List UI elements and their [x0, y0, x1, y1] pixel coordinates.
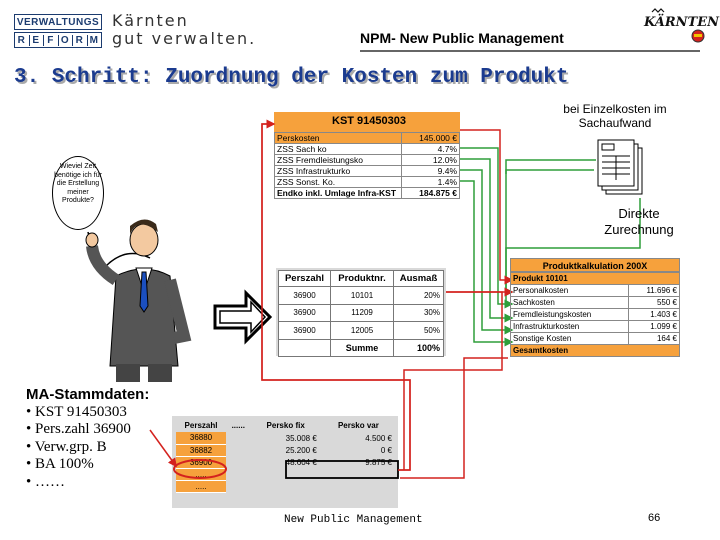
- cell: ZSS Sach ko: [275, 144, 402, 155]
- red-arrow-ma-to-bt: [150, 430, 176, 466]
- cell: 25.200 €: [285, 445, 317, 455]
- pk-total-label: Gesamtkosten: [511, 345, 680, 357]
- cell: 9.4%: [402, 166, 460, 177]
- list-item: • BA 100%: [26, 456, 149, 474]
- cell: 30%: [394, 304, 444, 322]
- column-header: Persko fix: [266, 420, 305, 430]
- step-title: 3. Schritt: Zuordnung der Kosten zum Produkt: [14, 66, 569, 89]
- cell: 36900: [279, 287, 331, 305]
- cell: 4.7%: [402, 144, 460, 155]
- cell: Fremdleistungskosten: [511, 309, 629, 321]
- cell: 35.008 €: [285, 433, 317, 443]
- cell: 1.099 €: [629, 321, 680, 333]
- column-header: Ausmaß: [394, 271, 444, 287]
- cell: 36900: [279, 304, 331, 322]
- cell: 164 €: [629, 333, 680, 345]
- slogan-line-1: Kärnten: [112, 11, 189, 30]
- cell: 10101: [331, 287, 394, 305]
- header-title: NPM- New Public Management: [360, 30, 564, 46]
- cell: 36900: [176, 456, 226, 468]
- logo-letter: M: [89, 34, 99, 46]
- column-header: Persko var: [337, 420, 379, 430]
- footer-text: New Public Management: [284, 514, 423, 526]
- einzelkosten-caption: bei Einzelkosten im Sachaufwand: [563, 102, 667, 130]
- cell: ZSS Infrastrukturko: [275, 166, 402, 177]
- cell: 550 €: [629, 297, 680, 309]
- cell: Perskosten: [275, 133, 402, 144]
- pk-product: Produkt 10101: [511, 273, 680, 285]
- cell: 11209: [331, 304, 394, 322]
- sum-label: Summe: [331, 339, 394, 357]
- cell: 36882: [176, 444, 226, 456]
- red-line-bt-up: [262, 124, 410, 470]
- cell: 4.500 €: [365, 433, 392, 443]
- column-header: ......: [231, 420, 245, 430]
- list-item: • Pers.zahl 36900: [26, 421, 149, 439]
- cell: 145.000 €: [402, 133, 460, 144]
- logo-top-text: VERWALTUNGS: [14, 14, 102, 30]
- list-item: • Verw.grp. B: [26, 439, 149, 457]
- column-header: Perszahl: [279, 271, 331, 287]
- cell: 11.696 €: [629, 285, 680, 297]
- cell: 36880: [176, 432, 226, 444]
- cell: Sachkosten: [511, 297, 629, 309]
- cell: 50%: [394, 322, 444, 340]
- highlight-rect: [286, 461, 398, 478]
- column-header: Produktnr.: [331, 271, 394, 287]
- logo-letter: R: [15, 35, 30, 46]
- cell: 1.403 €: [629, 309, 680, 321]
- logo-letter: E: [30, 35, 45, 46]
- cell: ZSS Fremdleistungsko: [275, 155, 402, 166]
- pk-title: Produktkalkulation 200X: [510, 258, 680, 272]
- logo-letter: O: [59, 35, 74, 46]
- cell: 9.875 €: [365, 457, 392, 467]
- cell: 12005: [331, 322, 394, 340]
- kst-title: KST 91450303: [332, 115, 406, 127]
- list-item: • KST 91450303: [26, 404, 149, 422]
- page-number: 66: [648, 512, 661, 524]
- cell: 0 €: [380, 445, 392, 455]
- cell: 1.4%: [402, 177, 460, 188]
- highlight-ellipse: [174, 460, 226, 478]
- cell: 48.604 €: [285, 457, 317, 467]
- cell: 36900: [279, 322, 331, 340]
- cell: 184.875 €: [402, 188, 460, 199]
- speech-bubble: Wieviel Zeit benötige ich für die Erstellung meiner Produkte?: [52, 156, 104, 230]
- list-item: • ……: [26, 474, 149, 492]
- cell: Infrastrukturkosten: [511, 321, 629, 333]
- cell: 12.0%: [402, 155, 460, 166]
- cell: .....: [176, 480, 226, 492]
- column-header: Perszahl: [184, 420, 218, 430]
- ma-title: MA-Stammdaten:: [26, 386, 150, 403]
- logo-letter: R: [73, 35, 88, 46]
- kaernten-logo-text: KÄRNTEN: [644, 15, 720, 30]
- cell: .....: [176, 468, 226, 480]
- cell: 20%: [394, 287, 444, 305]
- cell: Endko inkl. Umlage Infra-KST: [275, 188, 402, 199]
- direkte-zurechnung-label: Direkte Zurechnung: [604, 206, 674, 237]
- logo-letter: F: [44, 35, 59, 46]
- cell: ZSS Sonst. Ko.: [275, 177, 402, 188]
- cell: Personalkosten: [511, 285, 629, 297]
- cell: Sonstige Kosten: [511, 333, 629, 345]
- sum-value: 100%: [394, 339, 444, 357]
- slogan-line-2: gut verwalten.: [112, 29, 257, 48]
